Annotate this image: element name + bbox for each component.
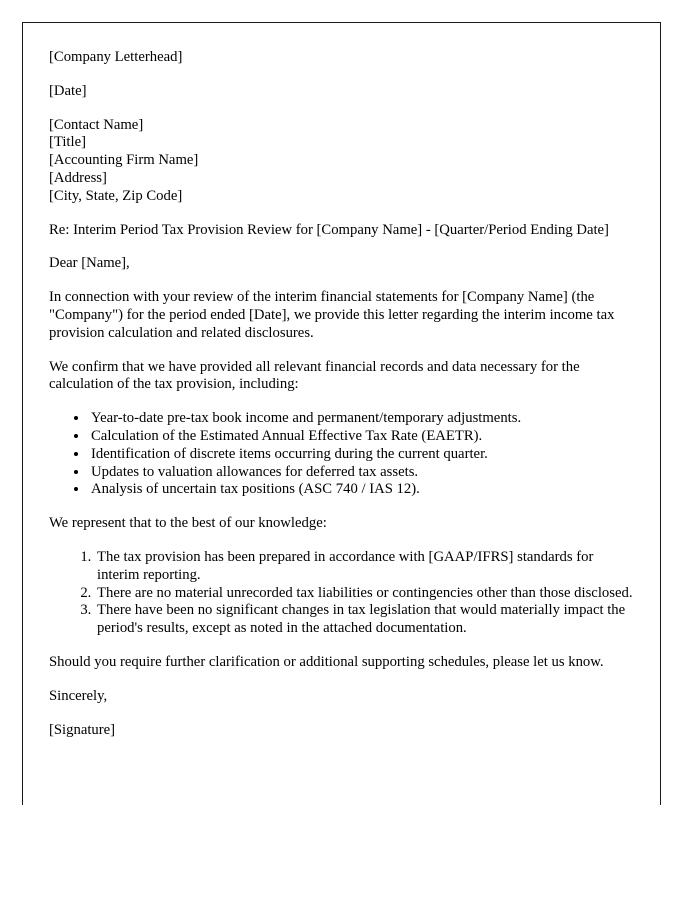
list-item: • Identification of discrete items occurring during the current quarter. [89,446,636,464]
letter-content [49,49,636,755]
records-bullet-list [49,410,636,499]
representations-numbered-list [49,549,636,638]
list-item: • Year-to-date pre-tax book income and permanent/temporary adjustments. [89,410,636,428]
list-item: • Updates to valuation allowances for deferred tax assets. [89,464,636,482]
subject-line: Re: Interim Period Tax Provision Review for [Company Name] - [Quarter/Period Ending Date] [49,221,609,238]
company-letterhead: [Company Letterhead] [49,49,183,65]
document-page [22,22,661,805]
recipient-contact-name: [Contact Name] [49,116,144,133]
salutation: Dear [Name], [49,255,130,272]
paragraph-closing: Should you require further clarification or additional supporting schedules, please let us know. [49,653,604,670]
sign-off: Sincerely, [49,687,108,704]
recipient-address-block [49,117,636,206]
list-item: 1. The tax provision has been prepared in accordance with [GAAP/IFRS] standards for interim reporting. [95,549,636,585]
recipient-title: [Title] [49,134,86,151]
list-item: 2. There are no material unrecorded tax liabilities or contingencies other than those disclosed. [95,585,636,603]
list-item: • Analysis of uncertain tax positions (ASC 740 / IAS 12). [89,481,636,499]
recipient-firm-name: [Accounting Firm Name] [49,152,199,169]
list-item: 3. There have been no significant changes in tax legislation that would materially impact the period's results, except as noted in the attached documentation. [95,602,636,638]
signature-placeholder: [Signature] [49,721,116,738]
list-item: • Calculation of the Estimated Annual Effective Tax Rate (EAETR). [89,428,636,446]
paragraph-confirm: We confirm that we have provided all relevant financial records and data necessary for the calculation of the tax provision, including: [49,358,580,393]
paragraph-represent: We represent that to the best of our knowledge: [49,515,327,532]
letter-date: [Date] [49,82,87,99]
recipient-city-state-zip: [City, State, Zip Code] [49,187,183,204]
recipient-address: [Address] [49,169,107,186]
paragraph-intro: In connection with your review of the interim financial statements for [Company Name] (the "Company") for the period ended [Date], we provide this letter regarding the interim income tax provision calculation and related disclosures. [49,289,615,341]
